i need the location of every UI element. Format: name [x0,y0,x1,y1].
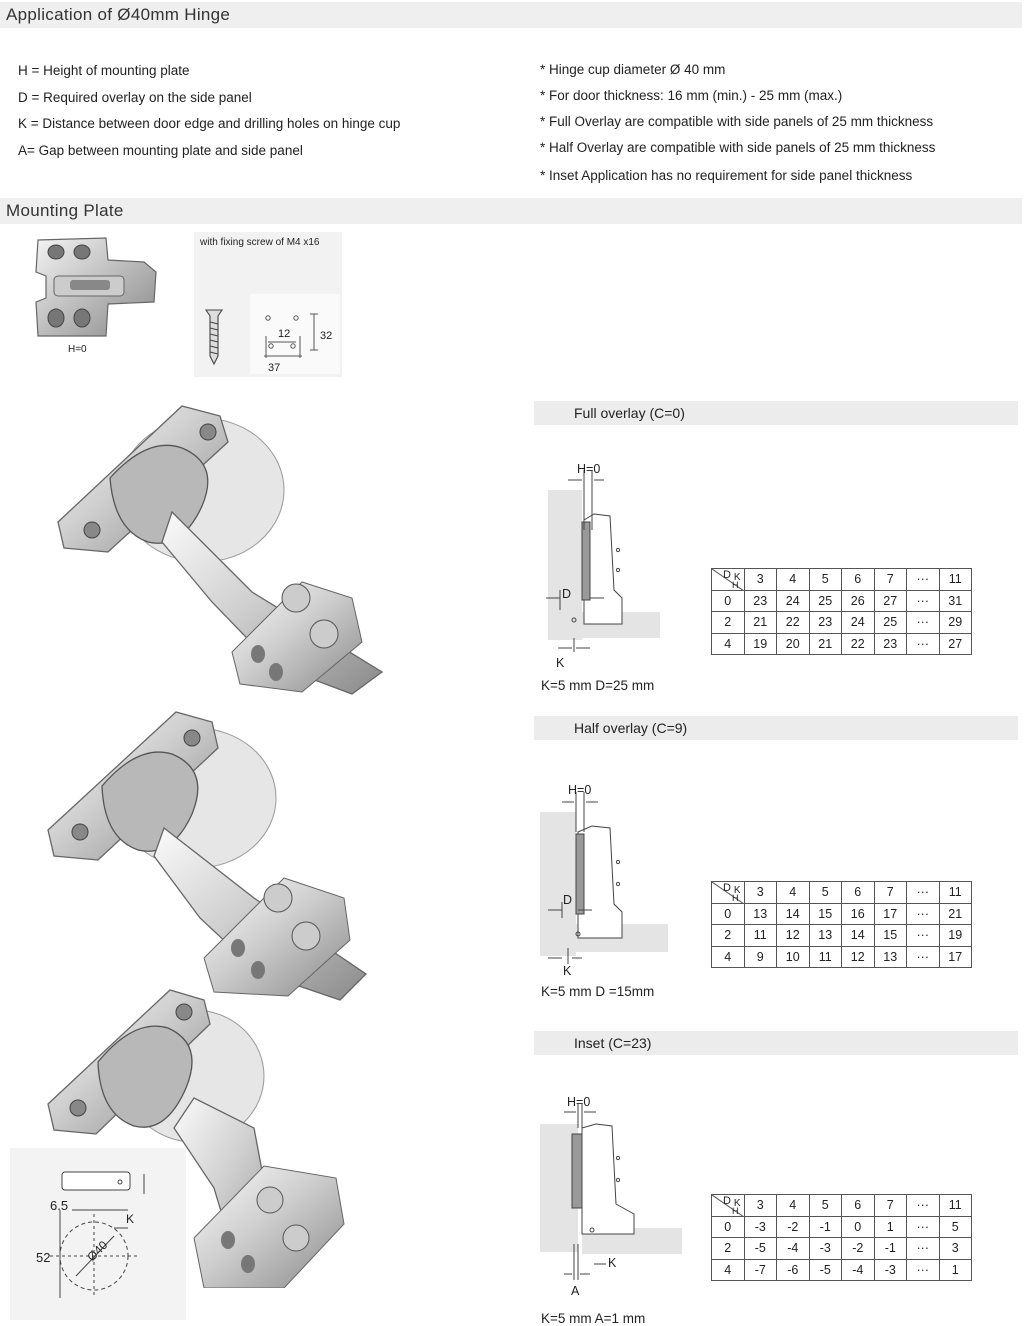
inset-formula: K=5 mm A=1 mm [541,1311,646,1326]
inset-title: Inset (C=23) [574,1035,652,1051]
value-cell: 14 [777,903,810,925]
value-cell: ··· [907,925,940,947]
corner-h: H [732,893,739,903]
value-cell: 16 [842,903,875,925]
value-cell: 26 [842,590,875,612]
value-cell: -1 [809,1216,842,1238]
table-header-row [712,569,972,591]
header-cell: 11 [939,1195,972,1217]
table-header-row [712,882,972,904]
table-row [712,590,972,612]
row-h-cell: 2 [712,612,745,634]
table-corner [712,882,745,904]
value-cell: ··· [907,1238,940,1260]
header-cell: 11 [939,569,972,591]
header-cell: 5 [809,882,842,904]
note-cup-diameter: * Hinge cup diameter Ø 40 mm [540,62,726,77]
cup-drilling-drawing [10,1148,186,1320]
mounting-plate-image [26,232,166,344]
corner-d: D [723,882,731,894]
table-corner [712,1195,745,1217]
plate-dim-37: 37 [268,362,281,374]
application-title: Application of Ø40mm Hinge [6,5,231,24]
table-row [712,946,972,968]
corner-d: D [723,1195,731,1207]
row-h-cell: 4 [712,1259,745,1281]
value-cell: 12 [777,925,810,947]
value-cell: 21 [744,612,777,634]
value-cell: 17 [874,903,907,925]
fixing-screw-box [194,232,342,377]
mounting-section-bar [0,198,1022,224]
table-row [712,633,972,655]
inset-diagram [538,1104,684,1300]
value-cell: -6 [777,1259,810,1281]
cup-dim-k: K [126,1212,135,1226]
fixing-screw-drawing [194,232,342,377]
half-overlay-hinge-image [44,708,374,1006]
table-header-row [712,1195,972,1217]
value-cell: 21 [939,903,972,925]
full-overlay-table [711,568,972,655]
value-cell: ··· [907,1216,940,1238]
value-cell: 3 [939,1238,972,1260]
header-cell: ··· [907,882,940,904]
value-cell: 1 [939,1259,972,1281]
value-cell: 10 [777,946,810,968]
row-h-cell: 2 [712,925,745,947]
table-corner [712,569,745,591]
note-half-overlay: * Half Overlay are compatible with side panels of 25 mm thickness [540,140,936,155]
value-cell: 22 [842,633,875,655]
note-inset: * Inset Application has no requirement for side panel thickness [540,168,913,183]
fixing-screw-caption: with fixing screw of M4 x16 [200,237,320,248]
value-cell: -2 [842,1238,875,1260]
inset-a-label: A [571,1284,580,1298]
value-cell: -2 [777,1216,810,1238]
header-cell: 6 [842,569,875,591]
value-cell: 20 [777,633,810,655]
full-overlay-title: Full overlay (C=0) [574,405,685,421]
table-row [712,612,972,634]
table-row [712,903,972,925]
row-h-cell: 0 [712,903,745,925]
plate-h-label: H=0 [68,344,87,355]
half-overlay-k-label: K [563,964,572,978]
value-cell: 31 [939,590,972,612]
inset-title-bar [534,1031,1018,1055]
table-row [712,1238,972,1260]
header-cell: 4 [777,569,810,591]
half-overlay-title: Half overlay (C=9) [574,720,688,736]
header-cell: 3 [744,882,777,904]
value-cell: 23 [809,612,842,634]
value-cell: 23 [744,590,777,612]
value-cell: 24 [842,612,875,634]
header-cell: 4 [777,1195,810,1217]
value-cell: 27 [874,590,907,612]
inset-k-label: K [608,1256,617,1270]
half-overlay-diagram [538,792,670,978]
value-cell: -7 [744,1259,777,1281]
full-overlay-d-label: D [562,587,572,601]
full-overlay-h-label: H=0 [577,462,601,476]
header-cell: 7 [874,569,907,591]
value-cell: 5 [939,1216,972,1238]
value-cell: ··· [907,1259,940,1281]
header-cell: 11 [939,882,972,904]
inset-h-label: H=0 [567,1095,591,1109]
cup-drilling-diagram [10,1148,186,1320]
header-cell: 4 [777,882,810,904]
definition-k: K = Distance between door edge and drilling holes on hinge cup [18,116,401,131]
value-cell: 24 [777,590,810,612]
value-cell: -5 [744,1238,777,1260]
value-cell: 19 [744,633,777,655]
row-h-cell: 4 [712,633,745,655]
value-cell: 12 [842,946,875,968]
header-cell: 6 [842,1195,875,1217]
header-cell: 7 [874,1195,907,1217]
value-cell: ··· [907,612,940,634]
value-cell: -4 [777,1238,810,1260]
header-cell: ··· [907,1195,940,1217]
value-cell: 19 [939,925,972,947]
corner-k: K [733,1198,741,1209]
value-cell: -3 [744,1216,777,1238]
value-cell: 13 [744,903,777,925]
definition-h: H = Height of mounting plate [18,63,190,78]
cup-dim-52: 52 [36,1250,51,1265]
value-cell: ··· [907,590,940,612]
value-cell: 25 [874,612,907,634]
value-cell: ··· [907,946,940,968]
cup-dim-65: 6.5 [50,1198,69,1213]
value-cell: 17 [939,946,972,968]
value-cell: 23 [874,633,907,655]
full-overlay-k-label: K [556,656,565,670]
corner-k: K [733,572,741,583]
value-cell: 14 [842,925,875,947]
full-overlay-formula: K=5 mm D=25 mm [541,678,655,693]
row-h-cell: 4 [712,946,745,968]
value-cell: -4 [842,1259,875,1281]
value-cell: 0 [842,1216,875,1238]
value-cell: 15 [809,903,842,925]
value-cell: -3 [874,1259,907,1281]
value-cell: -3 [809,1238,842,1260]
value-cell: -1 [874,1238,907,1260]
value-cell: 13 [874,946,907,968]
row-h-cell: 0 [712,590,745,612]
full-overlay-title-bar [534,401,1018,425]
value-cell: 22 [777,612,810,634]
value-cell: 9 [744,946,777,968]
header-cell: 5 [809,1195,842,1217]
mounting-title: Mounting Plate [6,201,124,220]
half-overlay-h-label: H=0 [568,783,592,797]
table-row [712,925,972,947]
value-cell: 1 [874,1216,907,1238]
definition-a: A= Gap between mounting plate and side panel [18,143,303,158]
plate-dim-12: 12 [278,328,291,340]
value-cell: -5 [809,1259,842,1281]
cup-dim-diameter: Ø40 [84,1238,111,1264]
row-h-cell: 0 [712,1216,745,1238]
full-overlay-diagram [538,470,664,666]
value-cell: 15 [874,925,907,947]
value-cell: ··· [907,903,940,925]
table-row [712,1259,972,1281]
note-door-thickness: * For door thickness: 16 mm (min.) - 25 mm (max.) [540,88,843,103]
value-cell: 25 [809,590,842,612]
corner-k: K [733,885,741,896]
inset-table [711,1194,972,1281]
value-cell: 11 [744,925,777,947]
value-cell: 11 [809,946,842,968]
full-overlay-hinge-image [52,402,392,698]
value-cell: 21 [809,633,842,655]
value-cell: 13 [809,925,842,947]
value-cell: ··· [907,633,940,655]
corner-d: D [723,569,731,581]
application-section-bar [0,2,1022,28]
header-cell: 5 [809,569,842,591]
header-cell: ··· [907,569,940,591]
value-cell: 27 [939,633,972,655]
corner-h: H [732,580,739,590]
definition-d: D = Required overlay on the side panel [18,90,252,105]
header-cell: 7 [874,882,907,904]
header-cell: 6 [842,882,875,904]
table-row [712,1216,972,1238]
plate-dim-32: 32 [320,330,333,342]
half-overlay-table [711,881,972,968]
row-h-cell: 2 [712,1238,745,1260]
value-cell: 29 [939,612,972,634]
half-overlay-formula: K=5 mm D =15mm [541,984,655,999]
corner-h: H [732,1206,739,1216]
header-cell: 3 [744,569,777,591]
half-overlay-d-label: D [563,893,573,907]
note-full-overlay: * Full Overlay are compatible with side panels of 25 mm thickness [540,114,934,129]
header-cell: 3 [744,1195,777,1217]
half-overlay-title-bar [534,716,1018,740]
